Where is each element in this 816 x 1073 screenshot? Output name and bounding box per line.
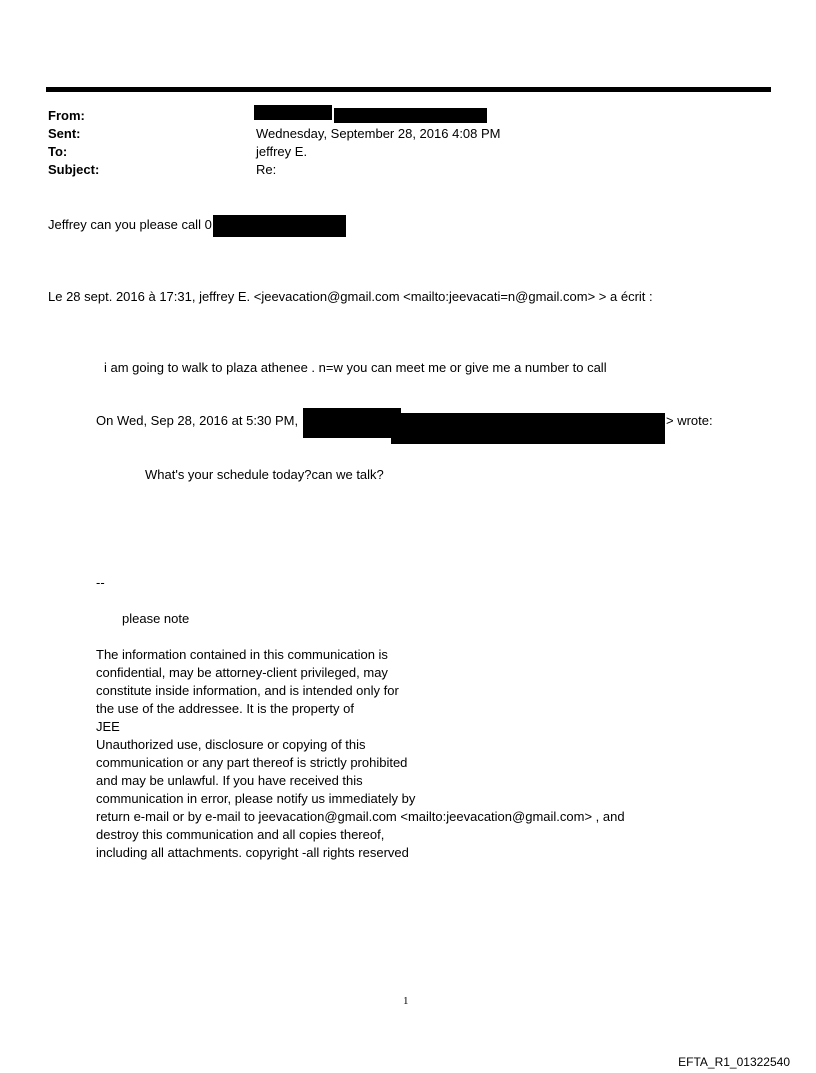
reply-schedule: What's your schedule today?can we talk?: [145, 467, 384, 482]
subject-label: Subject:: [48, 162, 100, 177]
page-number: 1: [403, 995, 409, 1007]
disclaimer-line: return e-mail or by e-mail to jeevacation@gmail.com <mailto:jeevacation@gmail.com> , and: [96, 809, 625, 824]
disclaimer-block: [96, 646, 625, 862]
body-line-call: Jeffrey can you please call 0: [48, 217, 212, 232]
disclaimer-line: communication in error, please notify us immediately by: [96, 791, 416, 806]
disclaimer-line: constitute inside information, and is intended only for: [96, 683, 399, 698]
redaction-from-email: [334, 108, 487, 123]
to-label: To:: [48, 144, 68, 159]
please-note: please note: [122, 611, 190, 626]
disclaimer-line: Unauthorized use, disclosure or copying of this: [96, 737, 366, 752]
redaction-sender-email: [391, 413, 665, 444]
reply-walk: i am going to walk to plaza athenee . n=w you can meet me or give me a number to call: [104, 360, 607, 375]
disclaimer-line: communication or any part thereof is strictly prohibited: [96, 755, 408, 770]
redaction-phone: [213, 215, 346, 237]
quote2-suffix: > wrote:: [666, 413, 713, 428]
disclaimer-line: and may be unlawful. If you have received this: [96, 773, 363, 788]
disclaimer-line: JEE: [96, 719, 120, 734]
redaction-from-name: [254, 105, 332, 120]
header-rule: [46, 87, 771, 92]
quote-intro: Le 28 sept. 2016 à 17:31, jeffrey E. <jeevacation@gmail.com <mailto:jeevacati=n@gmail.com> > a écrit :: [48, 289, 653, 304]
disclaimer-line: The information contained in this communication is: [96, 647, 388, 662]
sent-value: Wednesday, September 28, 2016 4:08 PM: [256, 126, 501, 141]
disclaimer-line: confidential, may be attorney-client privileged, may: [96, 665, 388, 680]
from-label: From:: [48, 108, 85, 123]
redaction-sender-name: [303, 408, 401, 438]
disclaimer-line: including all attachments. copyright -all rights reserved: [96, 845, 409, 860]
signature-separator: --: [96, 575, 105, 590]
document-id: EFTA_R1_01322540: [678, 1055, 790, 1069]
disclaimer-line: the use of the addressee. It is the property of: [96, 701, 354, 716]
quote2-prefix: On Wed, Sep 28, 2016 at 5:30 PM,: [96, 413, 299, 428]
sent-label: Sent:: [48, 126, 81, 141]
subject-value: Re:: [256, 162, 277, 177]
to-value: jeffrey E.: [256, 144, 308, 159]
disclaimer-line: destroy this communication and all copies thereof,: [96, 827, 385, 842]
